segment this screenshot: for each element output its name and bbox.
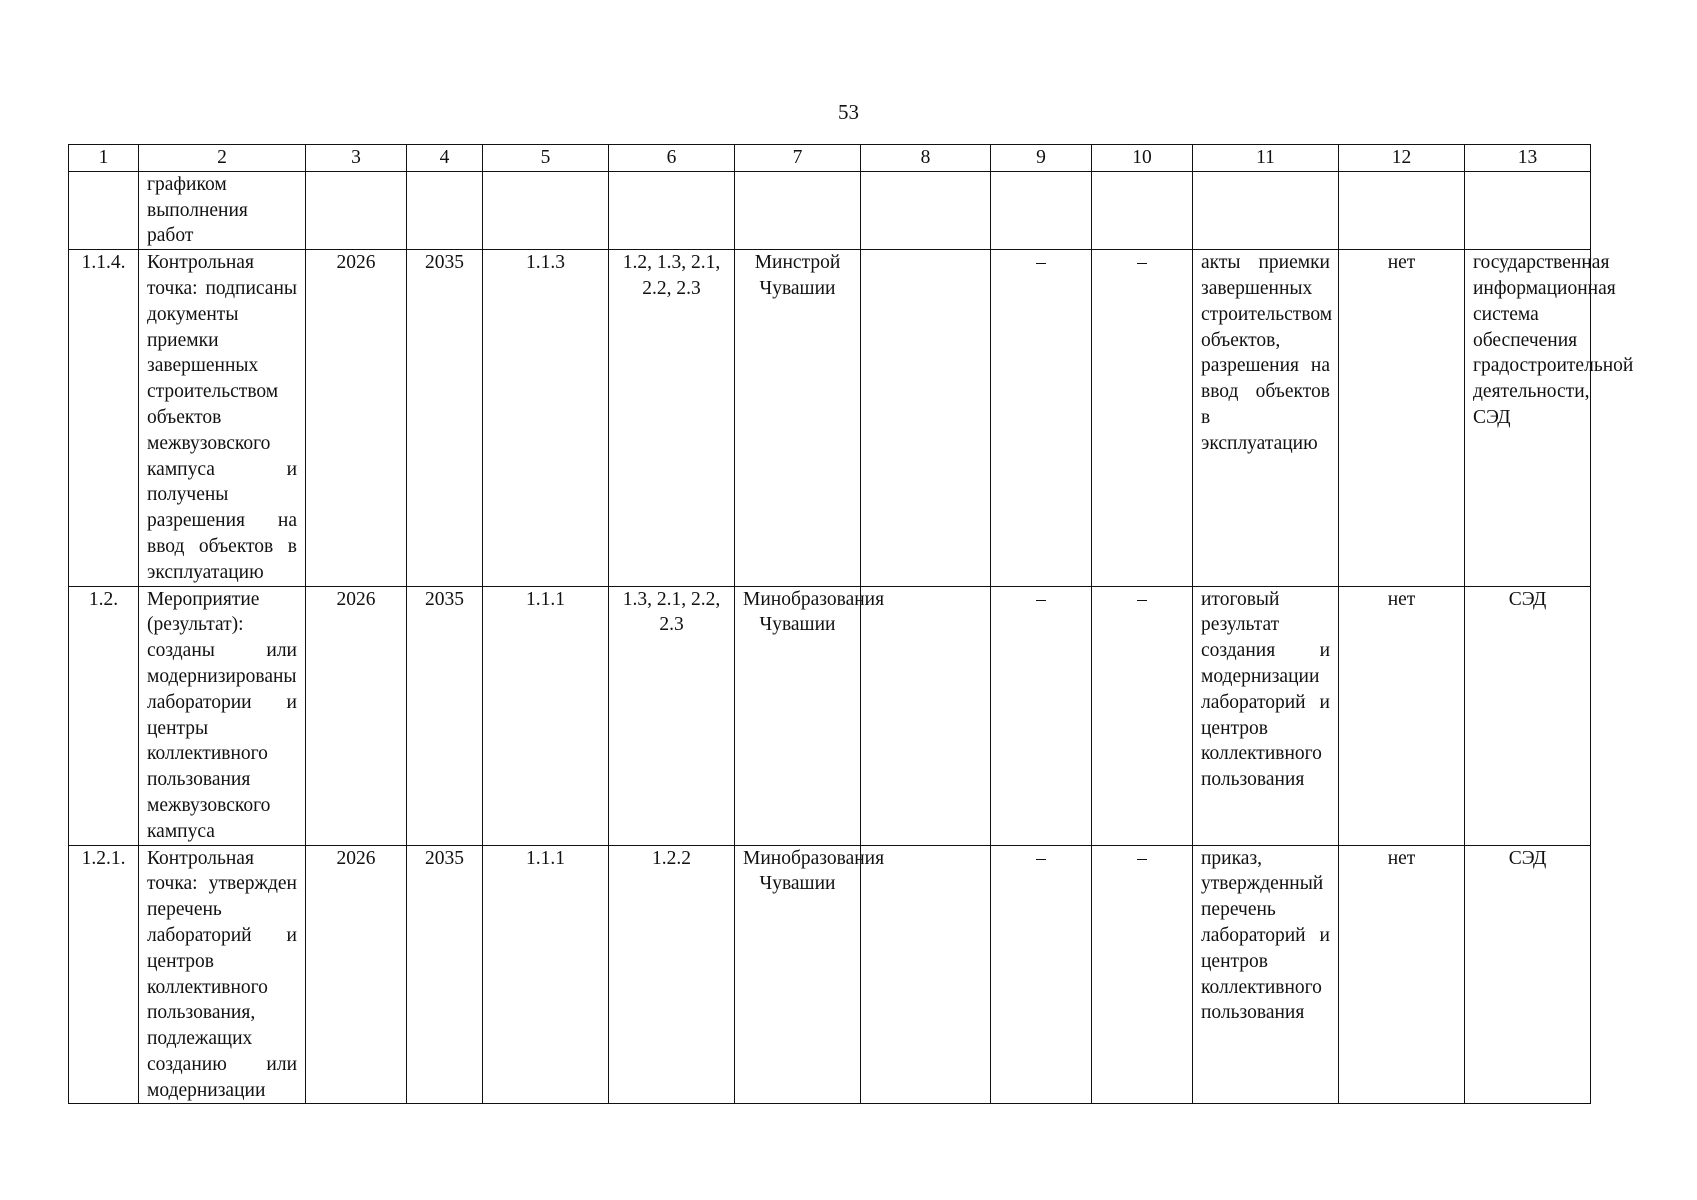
info-system: СЭД — [1465, 845, 1591, 1104]
row-number — [69, 171, 139, 249]
document-type: приказ, утвержденный перечень лабораторий и центров коллективного пользования — [1193, 845, 1339, 1104]
cell-col-8 — [861, 586, 991, 845]
column-header: 5 — [483, 145, 609, 172]
column-header: 12 — [1339, 145, 1465, 172]
column-header: 8 — [861, 145, 991, 172]
successor — [609, 171, 735, 249]
document-type — [1193, 171, 1339, 249]
cell-col-8 — [861, 845, 991, 1104]
cell-col-9: – — [991, 586, 1092, 845]
cell-col-10 — [1092, 171, 1193, 249]
start-year: 2026 — [306, 586, 407, 845]
column-header: 3 — [306, 145, 407, 172]
cell-col-9: – — [991, 250, 1092, 586]
predecessor: 1.1.3 — [483, 250, 609, 586]
predecessor — [483, 171, 609, 249]
predecessor: 1.1.1 — [483, 586, 609, 845]
cell-col-8 — [861, 250, 991, 586]
predecessor: 1.1.1 — [483, 845, 609, 1104]
cell-col-9: – — [991, 845, 1092, 1104]
responsible: Минстрой Чувашии — [735, 250, 861, 586]
end-year: 2035 — [407, 586, 483, 845]
responsible: Минобразования Чувашии — [735, 586, 861, 845]
cell-col-12: нет — [1339, 845, 1465, 1104]
document-type: итоговый результат создания и модернизации лабораторий и центров коллективного пользования — [1193, 586, 1339, 845]
row-number: 1.2.1. — [69, 845, 139, 1104]
start-year — [306, 171, 407, 249]
table-row — [69, 171, 1591, 249]
cell-col-12: нет — [1339, 586, 1465, 845]
responsible: Минобразования Чувашии — [735, 845, 861, 1104]
successor: 1.2.2 — [609, 845, 735, 1104]
cell-col-10: – — [1092, 845, 1193, 1104]
document-type: акты приемки завершенных строительством объектов, разрешения на ввод объектов в эксплуатацию — [1193, 250, 1339, 586]
column-header: 11 — [1193, 145, 1339, 172]
column-header: 7 — [735, 145, 861, 172]
table-row — [69, 250, 1591, 586]
end-year: 2035 — [407, 250, 483, 586]
start-year: 2026 — [306, 845, 407, 1104]
cell-col-12: нет — [1339, 250, 1465, 586]
successor: 1.3, 2.1, 2.2, 2.3 — [609, 586, 735, 845]
row-name: Контрольная точка: утвержден перечень лабораторий и центров коллективного пользования, подлежащих созданию или модернизации — [139, 845, 306, 1104]
column-header: 13 — [1465, 145, 1591, 172]
cell-col-12 — [1339, 171, 1465, 249]
header-row — [69, 145, 1591, 172]
end-year: 2035 — [407, 845, 483, 1104]
table-row — [69, 586, 1591, 845]
column-header: 9 — [991, 145, 1092, 172]
cell-col-8 — [861, 171, 991, 249]
successor: 1.2, 1.3, 2.1, 2.2, 2.3 — [609, 250, 735, 586]
responsible — [735, 171, 861, 249]
cell-col-9 — [991, 171, 1092, 249]
plan-table — [68, 144, 1634, 1104]
start-year: 2026 — [306, 250, 407, 586]
row-name: Мероприятие (результат): созданы или модернизированы лаборатории и центры коллективного пользования межвузовского кампуса — [139, 586, 306, 845]
cell-col-10: – — [1092, 250, 1193, 586]
end-year — [407, 171, 483, 249]
page-number: 53 — [838, 100, 859, 124]
row-number: 1.2. — [69, 586, 139, 845]
column-header: 2 — [139, 145, 306, 172]
column-header: 4 — [407, 145, 483, 172]
column-header: 6 — [609, 145, 735, 172]
table-row — [69, 845, 1591, 1104]
column-header: 1 — [69, 145, 139, 172]
column-header: 10 — [1092, 145, 1193, 172]
info-system: СЭД — [1465, 586, 1591, 845]
info-system — [1465, 171, 1591, 249]
info-system: государственная информационная система обеспечения градостроительной деятельности, СЭД — [1465, 250, 1591, 586]
row-name: графиком выполнения работ — [139, 171, 306, 249]
cell-col-10: – — [1092, 586, 1193, 845]
row-number: 1.1.4. — [69, 250, 139, 586]
row-name: Контрольная точка: подписаны документы приемки завершенных строительством объектов межвузовского кампуса и получены разрешения на ввод объектов в эксплуатацию — [139, 250, 306, 586]
